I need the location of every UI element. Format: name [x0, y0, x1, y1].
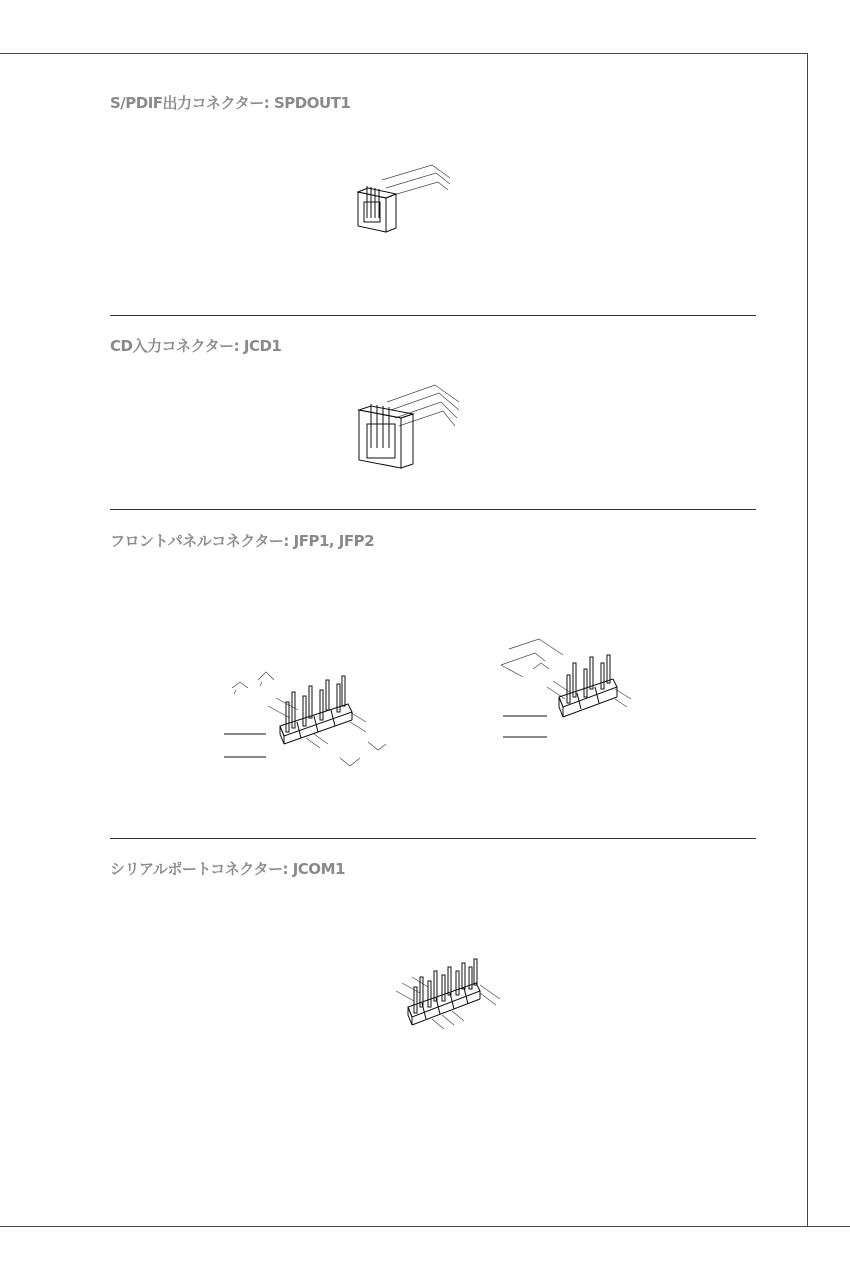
section-divider: [110, 838, 756, 839]
jcom1-connector-diagram: [392, 955, 512, 1035]
jcd1-connector-diagram: [355, 380, 465, 475]
jfp2-connector-diagram: [495, 635, 655, 750]
spdout1-connector-diagram: [350, 160, 460, 240]
section-title-jcd1: CD入力コネクター: JCD1: [110, 337, 282, 355]
section-title-jcom1: シリアルポートコネクター: JCOM1: [110, 860, 345, 878]
jfp1-connector-diagram: [220, 660, 400, 780]
section-divider: [110, 315, 756, 316]
section-divider: [110, 509, 756, 510]
page-frame-top: [0, 53, 808, 54]
section-title-spdout1: S/PDIF出力コネクター: SPDOUT1: [110, 94, 351, 112]
section-title-jfp1-jfp2: フロントパネルコネクター: JFP1, JFP2: [110, 532, 375, 550]
page-frame-right: [807, 53, 808, 1226]
page-frame-bottom: [0, 1226, 850, 1227]
